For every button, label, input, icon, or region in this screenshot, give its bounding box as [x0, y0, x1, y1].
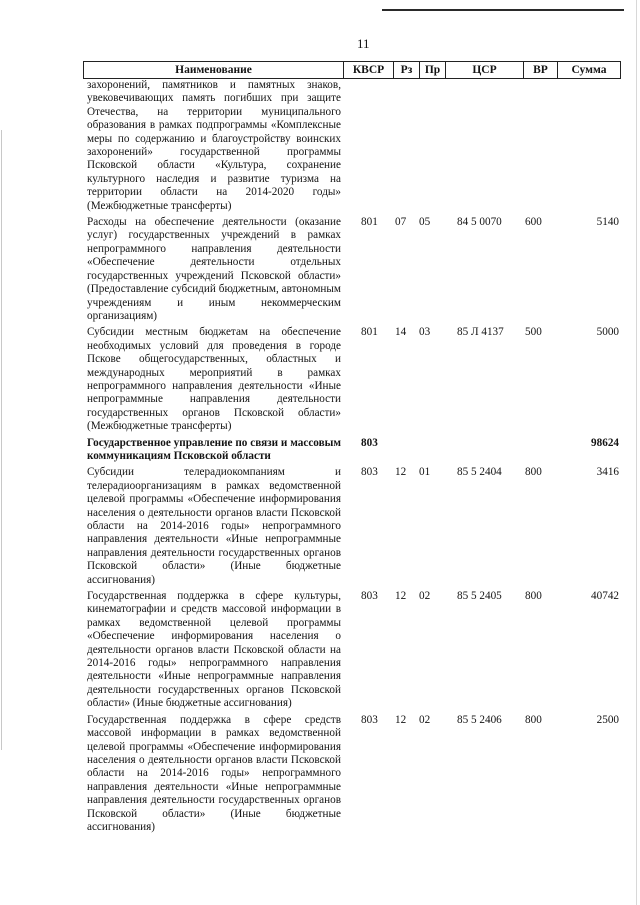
row-rz [393, 437, 419, 464]
row-csr: 85 5 2406 [457, 713, 502, 726]
header-pr: Пр [419, 62, 445, 78]
budget-table [83, 61, 621, 834]
row-csr [445, 79, 523, 213]
header-sum: Сумма [557, 62, 621, 78]
row-rz: 07 [395, 216, 407, 229]
row-sum [557, 79, 621, 213]
row-pr: 02 [419, 713, 431, 726]
row-name: Государственная поддержка в сфере средств массовой информации в рамках ведомственной целевой программы «Обеспечение информирования населения о деятельности органов власти Псковской области на 2014-2016 годы» непрограммного направления деятельности «Иные непрограммные направления деятельности государственных органов Псковской области» (Иные бюджетные ассигнования) [87, 713, 341, 833]
row-rz [393, 79, 419, 213]
row-sum: 5140 [596, 216, 619, 229]
row-sum: 5000 [596, 326, 619, 339]
row-name: захоронений, памятников и памятных знаков, увековечивающих память погибших при защите Отечества, на территории муниципального образования в рамках подпрограммы «Комплексные меры по содержанию и благоустройству воинских захоронений» государственной программы Псковской области «Культура, сохранение культурного наследия и развитие туризма на территории области на 2014-2020 годы» (Межбюджетные трансферты) [87, 79, 341, 212]
row-sum: 98624 [591, 436, 619, 449]
table-header [83, 61, 621, 79]
scan-edge-right [636, 0, 637, 905]
row-rz: 12 [395, 590, 407, 603]
row-pr: 02 [419, 590, 431, 603]
row-name: Расходы на обеспечение деятельности (оказание услуг) государственных учреждений в рамках непрограммного направления деятельности «Обеспечение деятельности отдельных государственных учреждений Псковской области» (Предоставление субсидий бюджетным, автономным учреждениям и иным некоммерческим организациям) [87, 216, 341, 322]
table-row [83, 437, 621, 464]
header-csr: ЦСР [445, 62, 523, 78]
table-row [83, 466, 621, 587]
row-rz: 14 [395, 326, 407, 339]
row-pr: 01 [419, 466, 431, 479]
row-kvsr: 803 [361, 466, 378, 479]
row-vr: 500 [525, 326, 542, 339]
table-row [83, 590, 621, 711]
row-csr [445, 437, 523, 464]
row-vr: 800 [525, 713, 542, 726]
table-row [83, 79, 621, 213]
row-rz: 12 [395, 466, 407, 479]
row-vr [523, 437, 557, 464]
row-vr [523, 79, 557, 213]
row-sum: 2500 [596, 713, 619, 726]
header-name: Наименование [83, 62, 343, 78]
scan-edge-left [1, 130, 2, 750]
table-body [83, 79, 621, 834]
row-csr: 85 Л 4137 [457, 326, 504, 339]
row-pr [419, 437, 445, 464]
row-csr: 85 5 2404 [457, 466, 502, 479]
table-row [83, 216, 621, 323]
row-kvsr [343, 79, 393, 213]
header-vr: ВР [523, 62, 557, 78]
row-kvsr: 803 [361, 590, 378, 603]
row-vr: 800 [525, 466, 542, 479]
row-kvsr: 803 [361, 713, 378, 726]
table-row [83, 714, 621, 835]
row-pr [419, 79, 445, 213]
row-pr: 05 [419, 216, 431, 229]
row-name: Субсидии местным бюджетам на обеспечение необходимых условий для проведения в городе Пскове общегосударственных, областных и международных мероприятий в рамках непрограммного направления деятельности «Иные непрограммные направления деятельности государственных органов Псковской области» (Межбюджетные трансферты) [87, 326, 341, 433]
row-name: Государственное управление по связи и массовым коммуникациям Псковской области [87, 436, 341, 462]
row-sum: 3416 [596, 466, 619, 479]
row-kvsr: 803 [361, 436, 378, 449]
row-sum: 40742 [591, 590, 619, 603]
top-scan-line [382, 9, 624, 11]
row-kvsr: 801 [361, 216, 378, 229]
row-csr: 84 5 0070 [457, 216, 502, 229]
row-rz: 12 [395, 713, 407, 726]
row-csr: 85 5 2405 [457, 590, 502, 603]
page-number: 11 [357, 36, 370, 51]
row-vr: 600 [525, 216, 542, 229]
row-vr: 800 [525, 590, 542, 603]
header-rz: Рз [393, 62, 419, 78]
header-kvsr: КВСР [343, 62, 393, 78]
row-name: Государственная поддержка в сфере культуры, кинематографии и средств массовой информации в рамках ведомственной целевой программы «Обеспечение информирования населения о деятельности органов власти Псковской области на 2014-2016 годы» непрограммного направления деятельности «Иные непрограммные направления деятельности государственных органов Псковской области» (Иные бюджетные ассигнования) [87, 590, 341, 710]
table-row [83, 326, 621, 433]
row-name: Субсидии телерадиокомпаниям и телерадиоорганизациям в рамках ведомственной целевой программы «Обеспечение информирования населения о деятельности органов власти Псковской области на 2014-2016 годы» непрограммного направления деятельности «Иные непрограммные направления деятельности государственных органов Псковской области» (Иные бюджетные ассигнования) [87, 466, 341, 586]
row-kvsr: 801 [361, 326, 378, 339]
row-pr: 03 [419, 326, 431, 339]
